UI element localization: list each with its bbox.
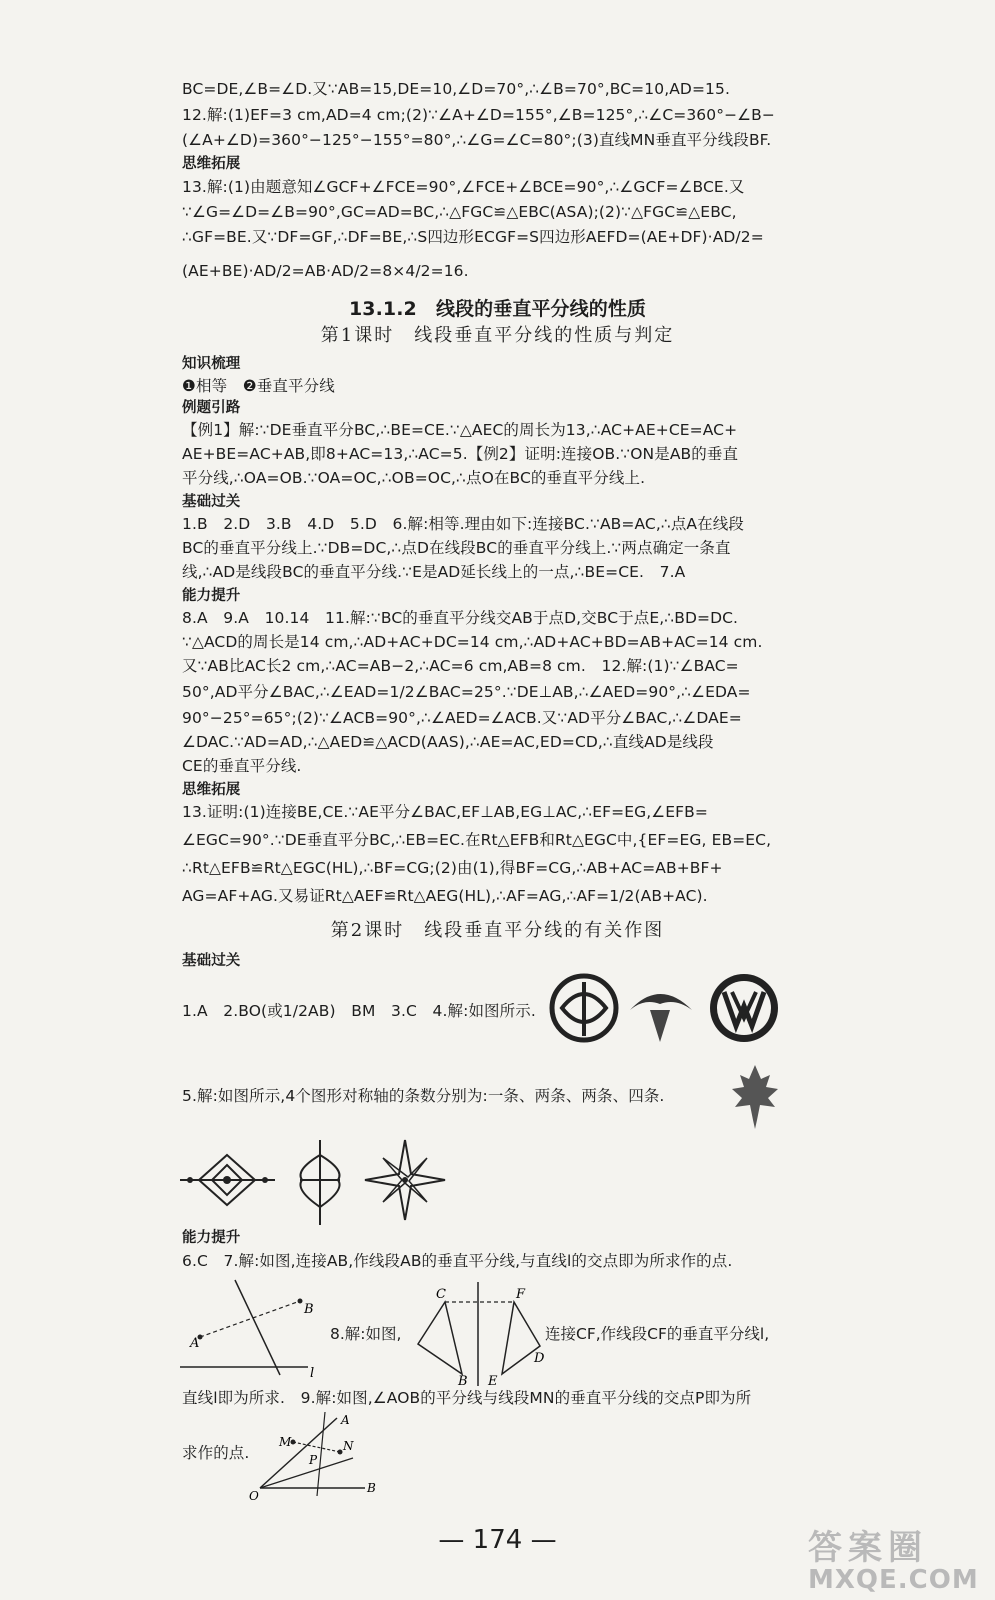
text-line: 12.解:(1)EF=3 cm,AD=4 cm;(2)∵∠A+∠D=155°,∠B=125°,∴∠C=360°−∠B− bbox=[182, 106, 775, 124]
text-line: 6.C 7.解:如图,连接AB,作线段AB的垂直平分线,与直线l的交点即为所求作的点. bbox=[182, 1252, 733, 1270]
text-line: ∴Rt△EFB≌Rt△EGC(HL),∴BF=CG;(2)由(1),得BF=CG,∴AB+AC=AB+BF+ bbox=[182, 859, 723, 877]
logo-wing-icon bbox=[630, 994, 692, 1042]
text-line: 8.解:如图, bbox=[330, 1325, 402, 1343]
diamond-pattern-icon bbox=[180, 1155, 275, 1205]
section-heading: 例题引路 bbox=[182, 400, 241, 416]
point-label: N bbox=[343, 1439, 354, 1453]
text-line: AG=AF+AG.又易证Rt△AEF≌Rt△AEG(HL),∴AF=AG,∴AF=1/2(AB+AC). bbox=[182, 887, 708, 905]
point-label: O bbox=[249, 1489, 259, 1503]
page-number: — 174 — bbox=[438, 1525, 557, 1555]
text-line: 【例1】解:∵DE垂直平分BC,∴BE=CE.∵△AEC的周长为13,∴AC+AE+CE=AC+ bbox=[182, 421, 738, 439]
text-line: ∵△ACD的周长是14 cm,∴AD+AC+DC=14 cm,∴AD+AC+BD=AB+AC=14 cm. bbox=[182, 633, 763, 651]
leaf-shape-icon bbox=[300, 1140, 340, 1225]
kite-figure bbox=[410, 1282, 550, 1387]
watermark-url: MXQE.COM bbox=[808, 1565, 979, 1595]
star-shape-icon bbox=[365, 1140, 445, 1220]
point-label: A bbox=[341, 1413, 350, 1427]
text-line: 50°,AD平分∠BAC,∴∠EAD=1/2∠BAC=25°.∵DE⊥AB,∴∠AED=90°,∴∠EDA= bbox=[182, 683, 751, 701]
text-line: 13.解:(1)由题意知∠GCF+∠FCE=90°,∠FCE+∠BCE=90°,∴∠GCF=∠BCE.又 bbox=[182, 178, 745, 196]
point-label: A bbox=[190, 1336, 200, 1351]
text-line: AE+BE=AC+AB,即8+AC=13,∴AC=5.【例2】证明:连接OB.∵ON是AB的垂直 bbox=[182, 445, 739, 463]
perpendicular-bisector-figure bbox=[180, 1275, 330, 1385]
text-line: (AE+BE)·AD/2=AB·AD/2=8×4/2=16. bbox=[182, 262, 469, 280]
lesson-title: 第2课时 线段垂直平分线的有关作图 bbox=[330, 920, 665, 941]
text-line: BC的垂直平分线上.∵DB=DC,∴点D在线段BC的垂直平分线上.∵两点确定一条直 bbox=[182, 539, 731, 557]
text-line: 8.A 9.A 10.14 11.解:∵BC的垂直平分线交AB于点D,交BC于点E,∴BD=DC. bbox=[182, 609, 739, 627]
section-heading: 能力提升 bbox=[182, 1230, 241, 1246]
section-heading: 知识梳理 bbox=[182, 356, 241, 372]
point-label: P bbox=[309, 1453, 318, 1467]
text-line: 线,∴AD是线段BC的垂直平分线.∵E是AD延长线上的一点,∴BE=CE. 7.A bbox=[182, 563, 686, 581]
point-label: E bbox=[488, 1374, 498, 1389]
watermark-title: 答案圈 bbox=[808, 1528, 928, 1568]
text-line: 连接CF,作线段CF的垂直平分线l, bbox=[545, 1325, 770, 1343]
text-line: (∠A+∠D)=360°−125°−155°=80°,∴∠G=∠C=80°;(3)直线MN垂直平分线段BF. bbox=[182, 131, 772, 149]
angle-bisector-figure bbox=[245, 1410, 385, 1503]
text-line: 1.B 2.D 3.B 4.D 5.D 6.解:相等.理由如下:连接BC.∵AB=AC,∴点A在线段 bbox=[182, 515, 744, 533]
text-line: 1.A 2.BO(或1/2AB) BM 3.C 4.解:如图所示. bbox=[182, 1002, 536, 1020]
symmetry-figures bbox=[180, 1135, 440, 1225]
text-line: 13.证明:(1)连接BE,CE.∵AE平分∠BAC,EF⊥AB,EG⊥AC,∴EF=EG,∠EFB= bbox=[182, 803, 708, 821]
logo-vw-icon bbox=[710, 974, 778, 1042]
point-label: F bbox=[516, 1287, 526, 1302]
line-label: l bbox=[310, 1366, 315, 1381]
text-line: ∵∠G=∠D=∠B=90°,GC=AD=BC,∴△FGC≌△EBC(ASA);(2)∵△FGC≌△EBC, bbox=[182, 203, 737, 221]
text-line: 5.解:如图所示,4个图形对称轴的条数分别为:一条、两条、两条、四条. bbox=[182, 1087, 665, 1105]
point-label: D bbox=[534, 1351, 545, 1366]
section-heading: 基础过关 bbox=[182, 494, 241, 510]
point-label: M bbox=[279, 1435, 292, 1449]
section-heading: 能力提升 bbox=[182, 588, 241, 604]
point-label: B bbox=[458, 1374, 468, 1389]
watermark-logo bbox=[808, 1520, 979, 1595]
text-line: 平分线,∴OA=OB.∵OA=OC,∴OB=OC,∴点O在BC的垂直平分线上. bbox=[182, 469, 646, 487]
text-line: ∠EGC=90°.∵DE垂直平分BC,∴EB=EC.在Rt△EFB和Rt△EGC中,{EF=EG, EB=EC, bbox=[182, 831, 772, 849]
text-line: 又∵AB比AC长2 cm,∴AC=AB−2,∴AC=6 cm,AB=8 cm. 12.解:(1)∵∠BAC= bbox=[182, 657, 739, 675]
point-label: C bbox=[436, 1287, 446, 1302]
text-line: ∠DAC.∵AD=AD,∴△AED≌△ACD(AAS),∴AE=AC,ED=CD,∴直线AD是线段 bbox=[182, 733, 714, 751]
section-heading: 基础过关 bbox=[182, 953, 241, 969]
text-line: 求作的点. bbox=[182, 1444, 250, 1462]
text-line: 直线l即为所求. 9.解:如图,∠AOB的平分线与线段MN的垂直平分线的交点P即为所 bbox=[182, 1389, 752, 1407]
section-title: 13.1.2 线段的垂直平分线的性质 bbox=[348, 298, 647, 320]
point-label: B bbox=[367, 1481, 376, 1495]
text-line: BC=DE,∠B=∠D.又∵AB=15,DE=10,∠D=70°,∴∠B=70°,BC=10,AD=15. bbox=[182, 80, 730, 98]
lesson-title: 第1课时 线段垂直平分线的性质与判定 bbox=[320, 325, 675, 346]
logo-ring-icon bbox=[552, 976, 616, 1040]
text-line: ❶相等 ❷垂直平分线 bbox=[182, 377, 335, 395]
point-label: B bbox=[304, 1302, 314, 1317]
section-heading: 思维拓展 bbox=[182, 782, 241, 798]
text-line: CE的垂直平分线. bbox=[182, 757, 302, 775]
text-line: ∴GF=BE.又∵DF=GF,∴DF=BE,∴S四边形ECGF=S四边形AEFD=(AE+DF)·AD/2= bbox=[182, 228, 764, 246]
text-line: 90°−25°=65°;(2)∵∠ACB=90°,∴∠AED=∠ACB.又∵AD平分∠BAC,∴∠DAE= bbox=[182, 709, 742, 727]
section-heading: 思维拓展 bbox=[182, 156, 241, 172]
car-logo-figures bbox=[548, 970, 783, 1060]
maple-leaf-icon bbox=[730, 1065, 780, 1130]
